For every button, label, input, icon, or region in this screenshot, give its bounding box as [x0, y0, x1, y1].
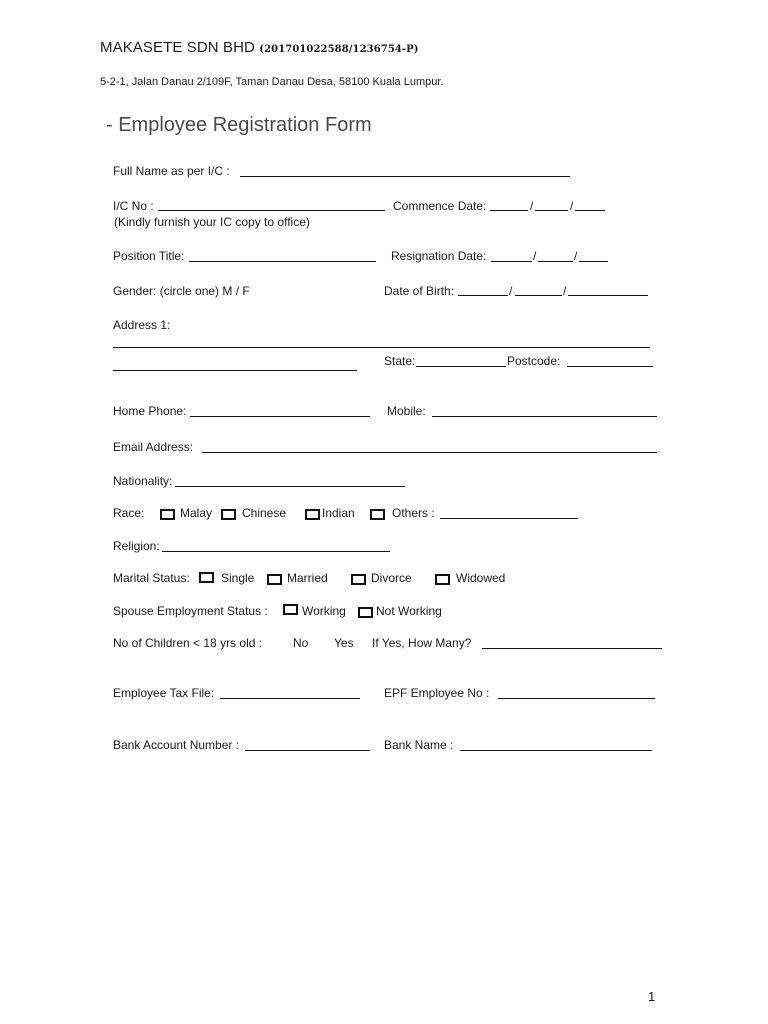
spouse-not-working-checkbox[interactable] [358, 607, 373, 618]
epf-label: EPF Employee No : [384, 686, 490, 700]
race-option-label: Chinese [242, 506, 287, 520]
gender-label[interactable]: Gender: (circle one) M / F [113, 284, 250, 298]
tax-file-label: Employee Tax File: [113, 686, 215, 700]
commence-date-label: Commence Date: [393, 199, 487, 213]
form-title: - Employee Registration Form [106, 114, 372, 136]
state-field[interactable] [416, 366, 506, 367]
address-line-1-field[interactable] [113, 347, 650, 348]
ic-copy-note: (Kindly furnish your IC copy to office) [114, 215, 310, 229]
company-name: MAKASETE SDN BHD [100, 39, 255, 56]
bank-account-field[interactable] [245, 750, 370, 751]
resignation-month-field[interactable] [538, 261, 573, 262]
position-title-field[interactable] [189, 261, 376, 262]
company-address: 5-2-1, Jalan Danau 2/109F, Taman Danau Desa, 58100 Kuala Lumpur. [100, 76, 444, 88]
tax-file-field[interactable] [220, 698, 360, 699]
date-separator: / [570, 199, 574, 213]
date-separator: / [563, 284, 567, 298]
race-indian-checkbox[interactable] [305, 509, 320, 520]
dob-day-field[interactable] [458, 295, 508, 296]
race-option-label: Indian [322, 506, 355, 520]
full-name-field[interactable] [240, 176, 570, 177]
mobile-field[interactable] [432, 416, 657, 417]
marital-option-label: Single [221, 571, 255, 585]
children-label: No of Children < 18 yrs old : [113, 636, 263, 650]
marital-divorce-checkbox[interactable] [351, 574, 366, 585]
dob-label: Date of Birth: [384, 284, 455, 298]
postcode-field[interactable] [567, 366, 653, 367]
date-separator: / [574, 249, 578, 263]
postcode-label: Postcode: [507, 354, 561, 368]
resignation-year-field[interactable] [579, 261, 608, 262]
registration-number: (201701022588/1236754-P) [259, 44, 419, 55]
spouse-option-label: Working [302, 604, 346, 618]
marital-status-label: Marital Status: [113, 571, 190, 585]
race-label: Race: [113, 506, 145, 520]
children-no-option[interactable]: No [293, 636, 309, 650]
race-chinese-checkbox[interactable] [221, 509, 236, 520]
marital-single-checkbox[interactable] [199, 572, 214, 583]
email-label: Email Address: [113, 440, 194, 454]
page-number: 1 [648, 989, 656, 1004]
date-separator: / [509, 284, 513, 298]
resignation-day-field[interactable] [491, 261, 532, 262]
position-title-label: Position Title: [113, 249, 185, 263]
company-header [100, 39, 419, 56]
state-label: State: [384, 354, 416, 368]
home-phone-label: Home Phone: [113, 404, 187, 418]
address1-label: Address 1: [113, 318, 171, 332]
marital-option-label: Divorce [371, 571, 412, 585]
ic-no-field[interactable] [158, 210, 385, 211]
date-separator: / [530, 199, 534, 213]
resignation-date-label: Resignation Date: [391, 249, 487, 263]
commence-month-field[interactable] [535, 210, 568, 211]
home-phone-field[interactable] [190, 416, 370, 417]
address-line-2-field[interactable] [113, 370, 357, 371]
race-option-label: Malay [180, 506, 213, 520]
dob-month-field[interactable] [515, 295, 562, 296]
race-option-label: Others : [392, 506, 435, 520]
children-yes-option[interactable]: Yes [334, 636, 354, 650]
ic-no-label: I/C No : [113, 199, 154, 213]
email-field[interactable] [202, 452, 657, 453]
marital-option-label: Widowed [456, 571, 506, 585]
dob-year-field[interactable] [568, 295, 648, 296]
date-separator: / [533, 249, 537, 263]
race-others-field[interactable] [440, 518, 578, 519]
marital-option-label: Married [287, 571, 328, 585]
epf-field[interactable] [498, 698, 655, 699]
race-others-checkbox[interactable] [370, 509, 385, 520]
nationality-label: Nationality: [113, 474, 173, 488]
bank-account-label: Bank Account Number : [113, 738, 240, 752]
how-many-label: If Yes, How Many? [372, 636, 472, 650]
mobile-label: Mobile: [387, 404, 426, 418]
religion-label: Religion: [113, 539, 160, 553]
full-name-label: Full Name as per I/C : [113, 164, 230, 178]
race-malay-checkbox[interactable] [160, 509, 175, 520]
spouse-option-label: Not Working [376, 604, 442, 618]
commence-year-field[interactable] [575, 210, 605, 211]
commence-day-field[interactable] [490, 210, 528, 211]
how-many-field[interactable] [482, 648, 662, 649]
religion-field[interactable] [162, 551, 390, 552]
nationality-field[interactable] [175, 486, 405, 487]
spouse-employment-label: Spouse Employment Status : [113, 604, 268, 618]
marital-widowed-checkbox[interactable] [435, 574, 450, 585]
bank-name-label: Bank Name : [384, 738, 454, 752]
bank-name-field[interactable] [460, 750, 652, 751]
marital-married-checkbox[interactable] [267, 574, 282, 585]
spouse-working-checkbox[interactable] [283, 604, 298, 615]
